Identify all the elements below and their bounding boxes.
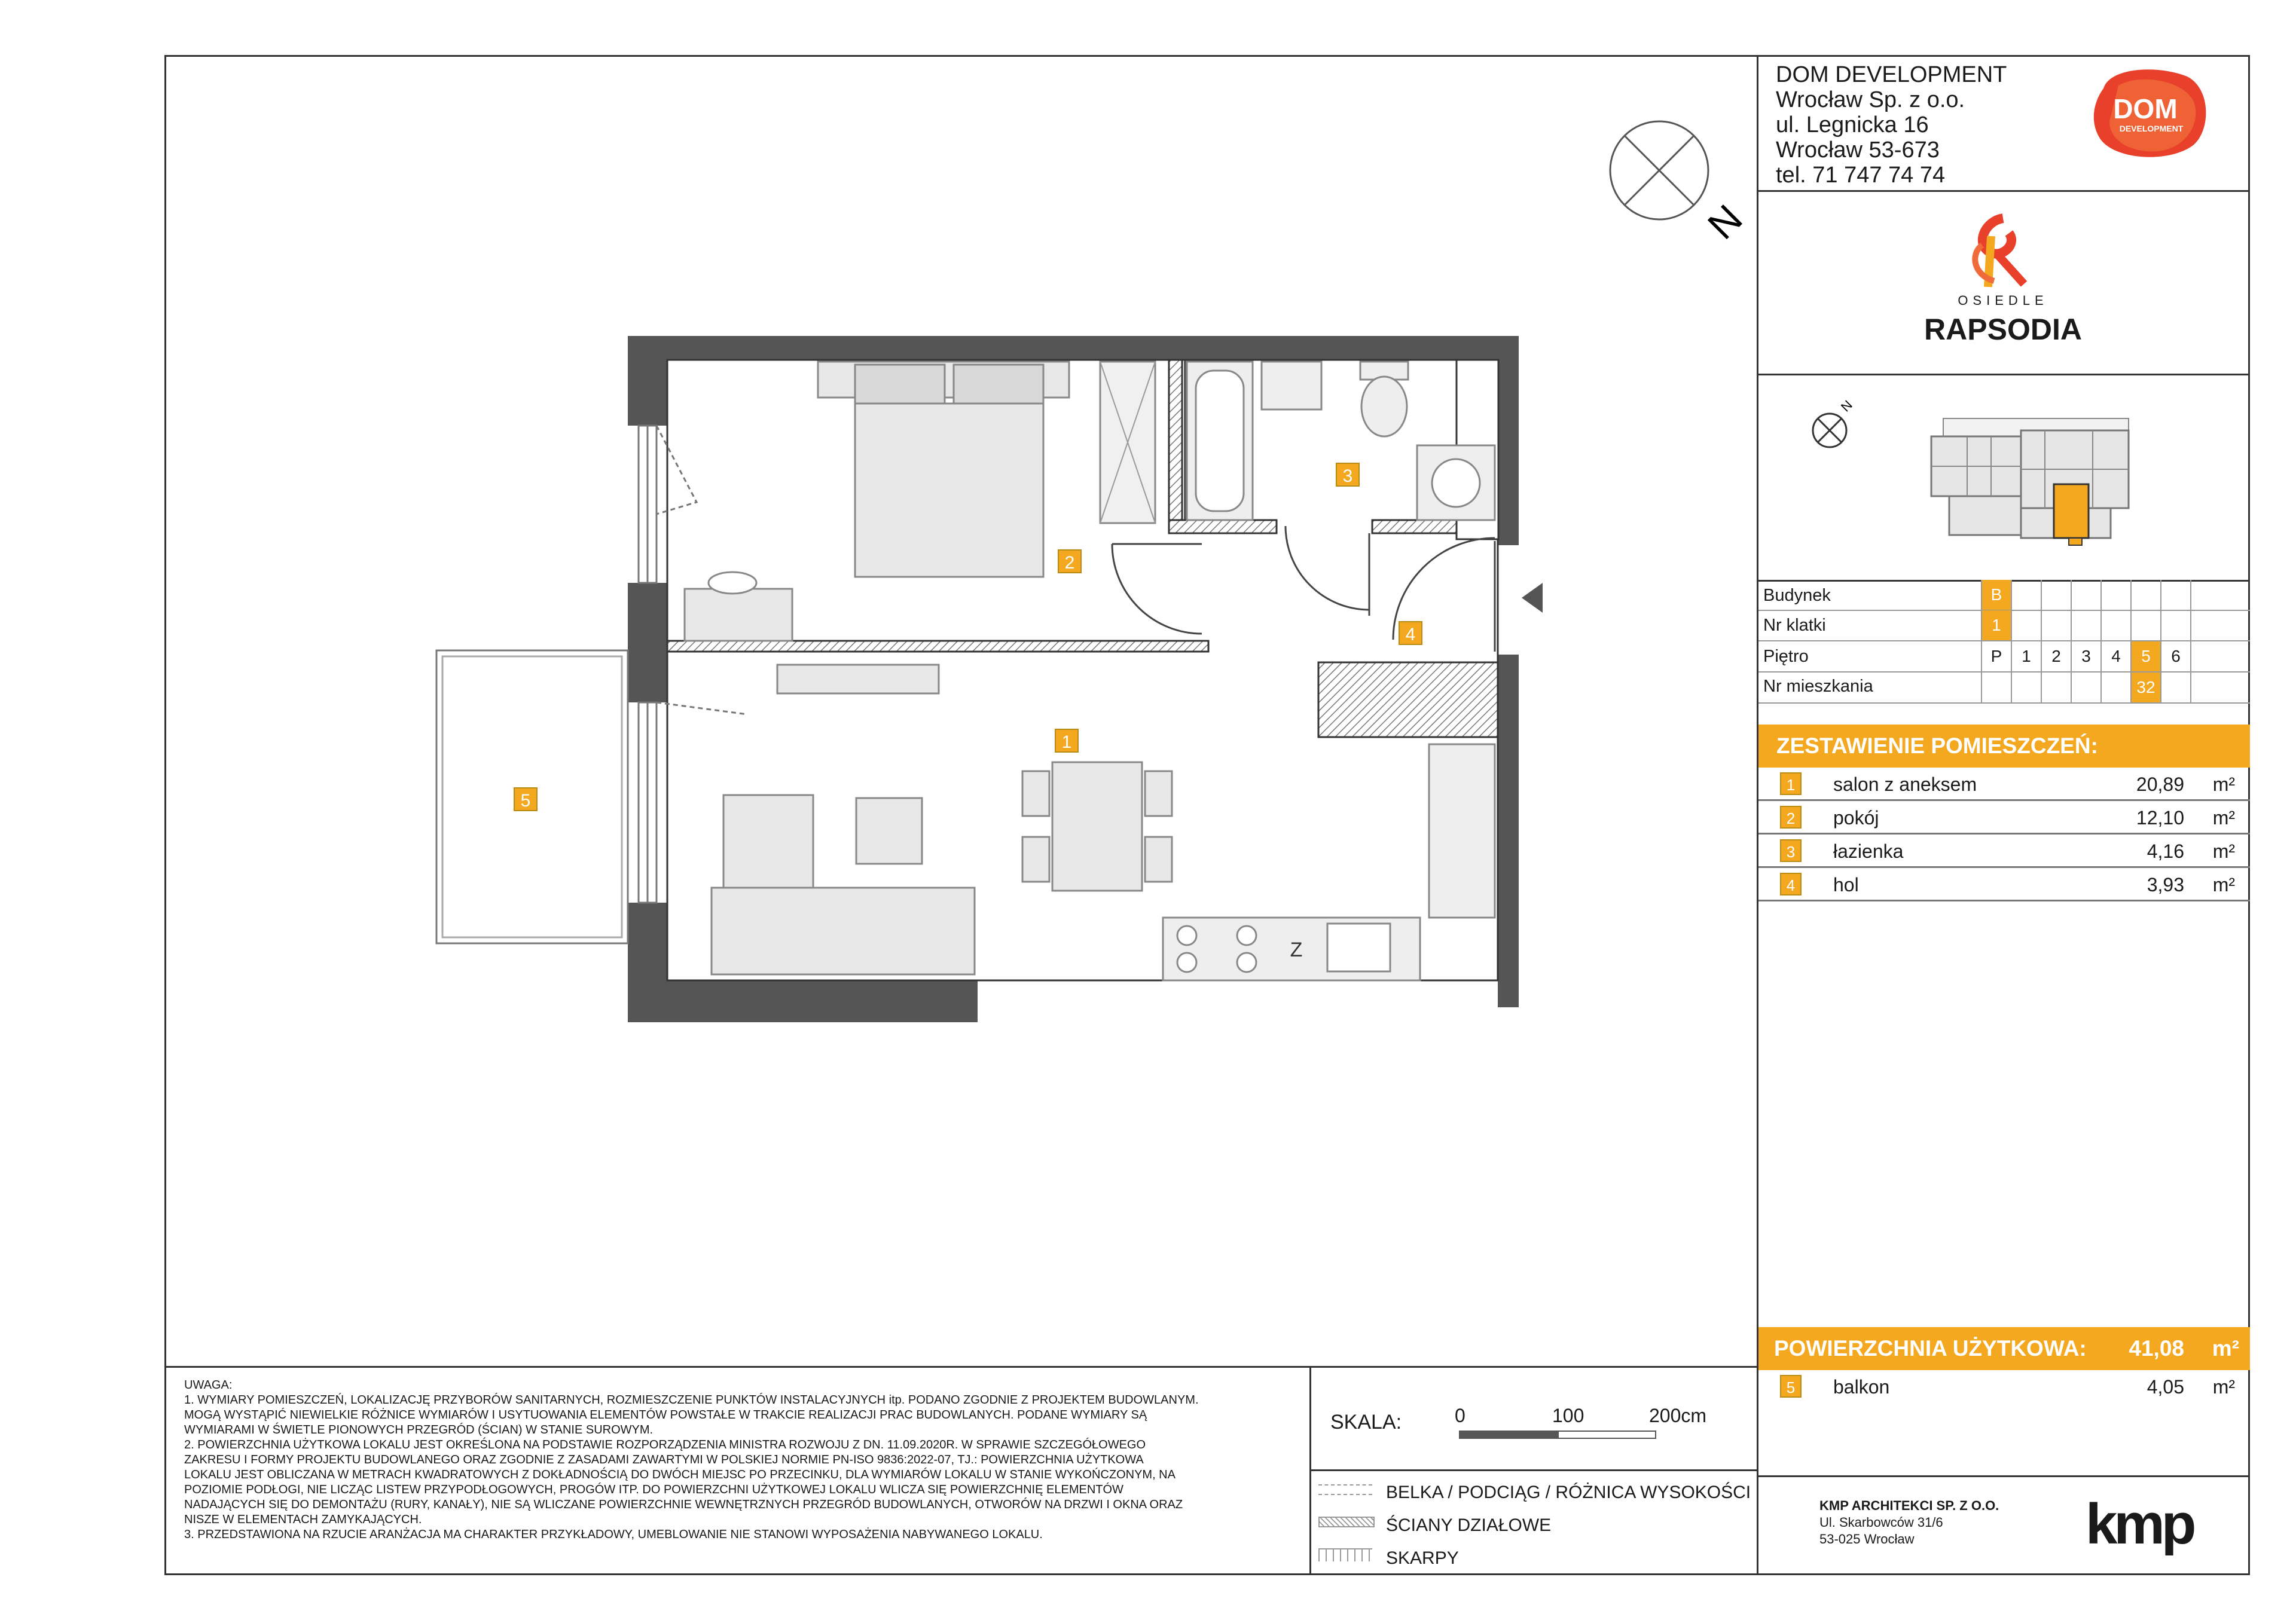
stair-cell: 1 (1981, 610, 2011, 640)
tv-cabinet-icon (777, 665, 939, 693)
usable-area-unit: m² (2212, 1336, 2239, 1361)
legend-item: SKARPY (1386, 1548, 1459, 1568)
room-tag: 5 (520, 791, 531, 811)
company-line2: Wrocław Sp. z o.o. (1776, 87, 1965, 112)
washing-machine-icon (1417, 445, 1495, 520)
label-stair: Nr klatki (1763, 616, 1826, 635)
scale-tick: 100 (1552, 1405, 1584, 1426)
notes-line: 3. PRZEDSTAWIONA NA RZUCIE ARANŻACJA MA CHARAKTER PRZYKŁADOWY, UMEBLOWANIE NIE STANOWI WYPOSAŻENIA NABYWANEGO LOKALU. (184, 1528, 1043, 1541)
washbasin-icon (1262, 362, 1321, 409)
balcony-name: balkon (1833, 1376, 1890, 1398)
balcony-number-badge: 5 (1780, 1375, 1802, 1398)
room-area: 3,93 (2147, 874, 2184, 895)
dom-logo-sub: DEVELOPMENT (2119, 124, 2184, 133)
company-name: DOM DEVELOPMENT (1776, 62, 2007, 87)
armchair-icon (856, 798, 922, 864)
room-tag: 2 (1064, 553, 1075, 573)
kitchen-counter-icon (1163, 744, 1495, 980)
fridge-label: Z (1290, 939, 1303, 961)
notes-line: LOKALU JEST OBLICZANA W METRACH KWADRATOWYCH Z DOKŁADNOŚCIĄ DO DWÓCH MIEJSC PO PRZECINKU, DLA WYMIARÓW LOKALU W STANIE WYKOŃCZONYM, NA (184, 1468, 1176, 1481)
architect-street: Ul. Skarbowców 31/6 (1819, 1515, 1943, 1530)
room-unit: m² (2212, 840, 2235, 862)
notes-line: POZIOMIE PODŁOGI, NIE LICZĄC LISTEW PRZYPODŁOGOWYCH, PROGÓW ITP. DO POWIERZCHNI UŻYTKOWEJ LOKALU WLICZA SIĘ POWIERZCHNIĘ ELEMENTÓW (184, 1483, 1123, 1496)
company-street: ul. Legnicka 16 (1776, 112, 1929, 137)
building-cell: B (1981, 580, 2011, 610)
floor-cell: 2 (2041, 641, 2071, 671)
legend-item: ŚCIANY DZIAŁOWE (1386, 1515, 1552, 1535)
room-number-badge: 4 (1780, 873, 1802, 895)
compass-n-label: N (1699, 196, 1751, 248)
room-unit: m² (2212, 774, 2235, 795)
dom-logo-text: DOM (2113, 93, 2178, 124)
dining-table-icon (1022, 762, 1172, 891)
room-tag: 1 (1061, 732, 1072, 752)
room-unit: m² (2212, 807, 2235, 829)
notes-line: NADAJĄCYCH SIĘ DO DEMONTAŻU (RURY, KANAŁY), NIE SĄ WLICZANE POWIERZCHNIE WEWNĘTRZNYCH PRZEGRÓD BUDOWLANYCH, OTWORÓW NA DRZWI I OKNA ORAZ (184, 1498, 1183, 1511)
floor-cell: P (1981, 641, 2011, 671)
floor-cell: 6 (2160, 641, 2190, 671)
room-tag: 3 (1342, 466, 1353, 486)
room-unit: m² (2212, 874, 2235, 895)
bed-icon (818, 362, 1069, 577)
balcony-unit: m² (2212, 1376, 2235, 1398)
usable-area-label: POWIERZCHNIA UŻYTKOWA: (1774, 1336, 2087, 1361)
notes-line: ZAKRESU I FORMY PROJEKTU BUDOWLANEGO ORAZ ZGODNIE Z ZASADAMI ZAWARTYMI W POLSKIEJ NORMIE PN-ISO 9836:2022-07, TJ.: POWIERZCHNIA UŻYTKOWA (184, 1453, 1144, 1466)
room-number-badge: 3 (1780, 839, 1802, 862)
apartment-cell: 32 (2130, 673, 2160, 702)
room-name: hol (1833, 874, 1859, 895)
entrance-arrow-icon (1522, 583, 1543, 613)
rooms-section-title: ZESTAWIENIE POMIESZCZEŃ: (1758, 725, 2250, 768)
architect-name: KMP ARCHITEKCI SP. Z O.O. (1819, 1498, 1999, 1513)
room-name: salon z aneksem (1833, 774, 1977, 795)
notes-title: UWAGA: (184, 1379, 233, 1392)
floor-cell: 3 (2071, 641, 2100, 671)
floor-cell: 1 (2011, 641, 2041, 671)
label-building: Budynek (1763, 586, 1831, 605)
scale-tick: 200cm (1649, 1405, 1707, 1426)
room-number-badge: 1 (1780, 772, 1802, 795)
notes-line: 1. WYMIARY POMIESZCZEŃ, LOKALIZACJĘ PRZYBORÓW SANITARNYCH, ROZMIESZCZENIE PUNKTÓW INSTALACYJNYCH itp. PODANO ZGODNIE Z PROJEKTEM BUDOWLANYM. (184, 1393, 1199, 1407)
room-name: łazienka (1833, 840, 1904, 862)
desk-icon (685, 572, 792, 641)
compass-small-n: N (1837, 397, 1855, 415)
label-apartment: Nr mieszkania (1763, 677, 1873, 696)
doors (1112, 526, 1495, 652)
room-tag: 4 (1405, 625, 1416, 644)
estate-pre: OSIEDLE (1958, 293, 2048, 308)
usable-area-value: 41,08 (2129, 1336, 2184, 1361)
architect-city: 53-025 Wrocław (1819, 1532, 1915, 1546)
room-area: 20,89 (2136, 774, 2184, 795)
legend-item: BELKA / PODCIĄG / RÓŻNICA WYSOKOŚCI (1386, 1483, 1751, 1502)
scale-label: SKALA: (1330, 1411, 1402, 1434)
toilet-icon (1360, 362, 1408, 436)
bathtub-icon (1187, 362, 1253, 520)
notes-line: MOGĄ WYSTĄPIĆ NIEWIELKIE RÓŻNICE WYMIARÓW I USYTUOWANIA ELEMENTÓW POWSTAŁE W TRAKCIE REALIZACJI PRAC BUDOWLANYCH. PODANE WYMIARY SĄ (184, 1408, 1147, 1422)
sofa-icon (712, 795, 975, 974)
room-area: 4,16 (2147, 840, 2184, 862)
room-number-badge: 2 (1780, 806, 1802, 829)
room-name: pokój (1833, 807, 1879, 829)
floor-cell: 4 (2100, 641, 2130, 671)
notes-line: WYMIARAMI W ŚWIETLE PIONOWYCH PRZEGRÓD (ŚCIAN) W STANIE SUROWYM. (184, 1423, 654, 1436)
floor-cell-selected: 5 (2130, 641, 2160, 671)
company-city: Wrocław 53-673 (1776, 137, 1940, 163)
scale-tick: 0 (1455, 1405, 1465, 1426)
label-floor: Piętro (1763, 647, 1809, 666)
room-area: 12,10 (2136, 807, 2184, 829)
balcony-area: 4,05 (2147, 1376, 2184, 1398)
kmp-logo: kmp (2086, 1492, 2193, 1556)
estate-name: RAPSODIA (1924, 313, 2082, 346)
company-phone: tel. 71 747 74 74 (1776, 163, 1946, 188)
notes-line: 2. POWIERZCHNIA UŻYTKOWA LOKALU JEST OKREŚLONA NA PODSTAWIE ROZPORZĄDZENIA MINISTRA ROZWOJU Z DN. 11.09.2020R. W SPRAWIE SZCZEGÓŁOWEGO (184, 1438, 1146, 1451)
notes-line: NISZE W ELEMENTACH ZAMYKAJĄCYCH. (184, 1513, 422, 1526)
